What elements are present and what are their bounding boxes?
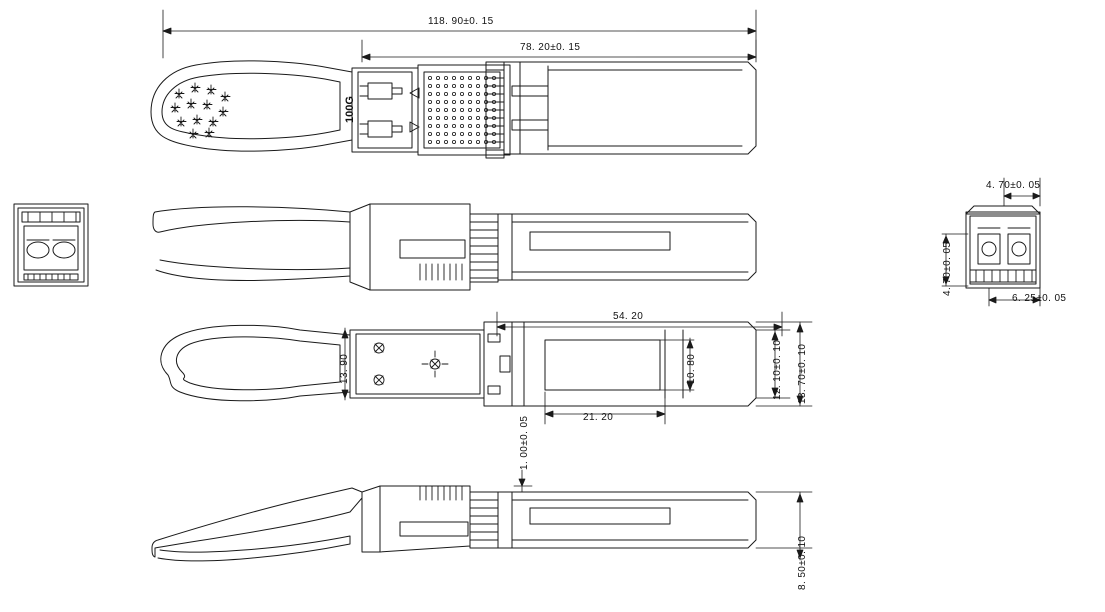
dim-latch-height: 13. 90 xyxy=(339,353,350,384)
dimension-lines xyxy=(163,10,1040,560)
brand-label: 100G xyxy=(344,96,356,123)
rear-view-geometry xyxy=(966,206,1040,288)
dim-front-pitch: 6. 25±0. 05 xyxy=(1012,293,1067,304)
section-view-geometry xyxy=(152,486,756,561)
dim-body-length: 78. 20±0. 15 xyxy=(520,42,581,53)
dim-height-1210: 12. 10±0. 10 xyxy=(772,339,783,400)
bottom-view-geometry xyxy=(161,322,756,406)
dim-height-1370: 13. 70±0. 10 xyxy=(797,343,808,404)
dim-overall-length: 118. 90±0. 15 xyxy=(428,16,494,27)
side-view-geometry xyxy=(153,204,756,290)
dim-mid-length: 54. 20 xyxy=(613,311,644,322)
front-view-geometry xyxy=(14,204,88,286)
dim-front-height: 4. 70±0. 05 xyxy=(942,241,953,296)
dim-window-height: 10. 80 xyxy=(686,353,697,384)
dim-front-width: 4. 70±0. 05 xyxy=(986,180,1041,191)
top-view-geometry xyxy=(151,61,756,158)
dim-inner-length: 21. 20 xyxy=(583,412,614,423)
dim-bottom-height: 8. 50±0. 10 xyxy=(797,535,808,590)
dim-step-height: 1. 00±0. 05 xyxy=(519,415,530,470)
